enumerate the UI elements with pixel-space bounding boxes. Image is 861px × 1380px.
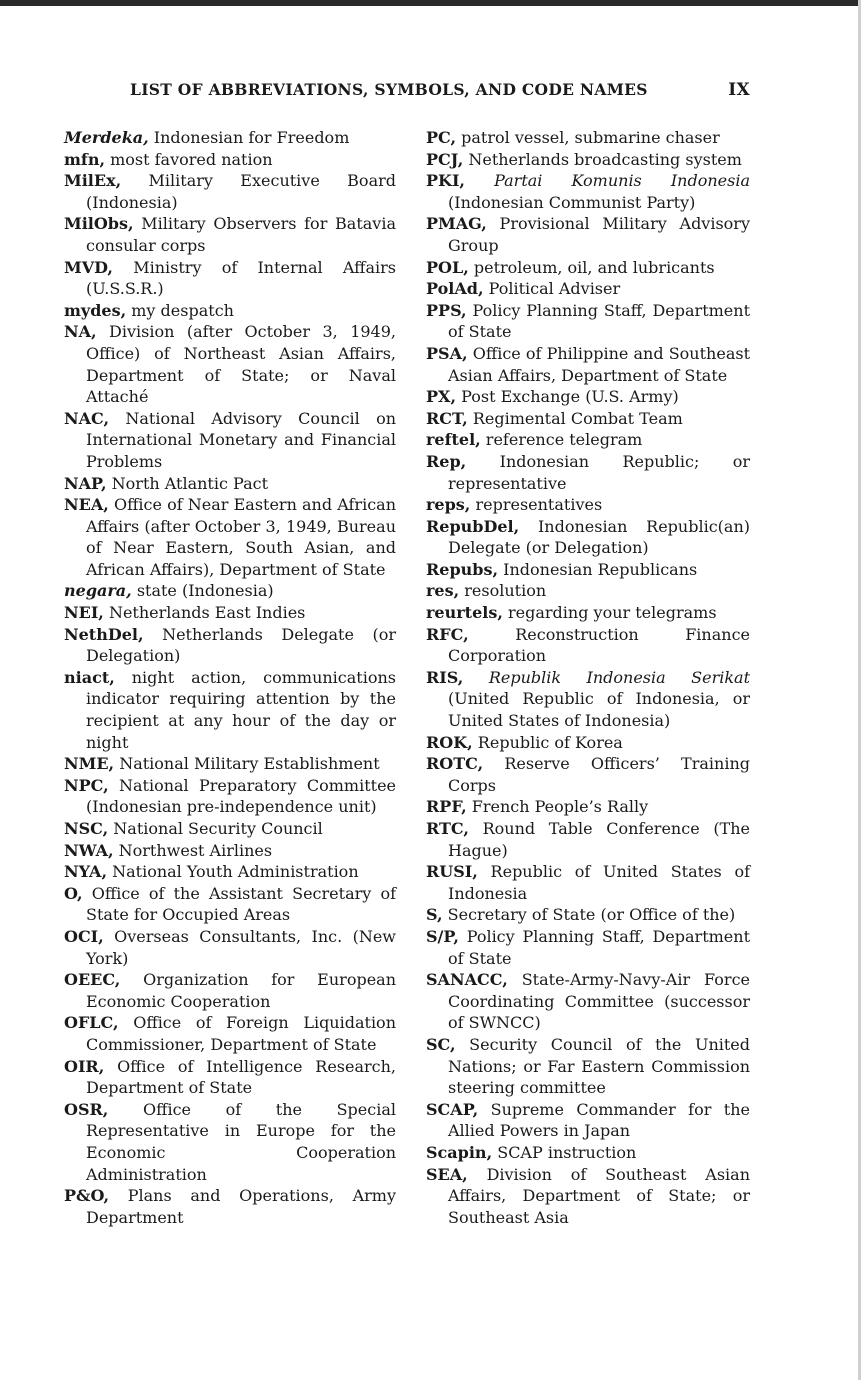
entry-term: OEEC, [64, 970, 121, 990]
page-header [130, 80, 750, 106]
entry-term: negara, [64, 581, 132, 601]
entry-definition: Regimental Combat Team [467, 408, 683, 428]
glossary-entry [64, 753, 396, 775]
entry-definition: Indonesian Republicans [498, 559, 698, 579]
entry-term: RIS, [426, 667, 464, 687]
glossary-entry [426, 624, 750, 667]
entry-term: PolAd, [426, 279, 484, 299]
entry-term: RPF, [426, 797, 467, 817]
entry-term: NAP, [64, 473, 107, 493]
entry-definition: Northwest Airlines [113, 840, 273, 860]
glossary-entry [64, 321, 396, 407]
glossary-entry [426, 818, 750, 861]
entry-definition: State-Army-Navy-Air Force Coordinating Committee (successor of SWNCC) [448, 970, 750, 1033]
glossary-entry [64, 494, 396, 580]
entry-term: OIR, [64, 1056, 105, 1076]
entry-term: MilEx, [64, 171, 122, 191]
entry-term: Scapin, [426, 1142, 493, 1162]
entry-term: MilObs, [64, 214, 134, 234]
entry-definition: most favored nation [105, 149, 273, 169]
entry-term: SC, [426, 1034, 456, 1054]
entry-definition: Office of Intelligence Research, Department of State [86, 1056, 396, 1098]
entry-term: OCI, [64, 926, 104, 946]
glossary-entry [426, 451, 750, 494]
glossary-entry [426, 494, 750, 516]
entry-definition: Division of Southeast Asian Affairs, Department of State; or Southeast Asia [448, 1164, 750, 1227]
entry-term: niact, [64, 667, 115, 687]
entry-definition: Indonesian for Freedom [148, 128, 350, 147]
entry-definition: Military Observers for Batavia consular corps [86, 214, 396, 255]
entry-definition: Division (after October 3, 1949, Office) of Northeast Asian Affairs, Department of State; or Naval Attaché [86, 322, 396, 407]
entry-definition: Republic of United States of Indonesia [448, 862, 750, 903]
glossary-entry [64, 1185, 396, 1228]
entry-definition: National Advisory Council on International Monetary and Financial Problems [86, 408, 396, 471]
entry-term: NWA, [64, 840, 114, 860]
entry-term: PX, [426, 387, 457, 407]
glossary-entry [426, 861, 750, 904]
entry-term: PKI, [426, 171, 465, 191]
entry-term: SCAP, [426, 1099, 479, 1119]
glossary-entry [64, 883, 396, 926]
entry-definition: Organization for European Economic Cooperation [86, 970, 396, 1011]
entry-term: SANACC, [426, 970, 508, 990]
glossary-entry [64, 149, 396, 171]
entry-term: NEA, [64, 495, 109, 515]
entry-definition: Reserve Officers’ Training Corps [448, 754, 750, 795]
entry-term: OSR, [64, 1099, 109, 1119]
entry-definition: night action, communications indicator requiring attention by the recipient at any hour of the day or night [86, 667, 396, 752]
entry-definition: regarding your telegrams [502, 603, 717, 623]
entry-term: mfn, [64, 149, 106, 169]
entry-definition: Plans and Operations, Army Department [86, 1186, 396, 1227]
entry-term: S/P, [426, 926, 459, 946]
entry-term: res, [426, 581, 460, 601]
glossary-entry [64, 624, 396, 667]
entry-definition: National Youth Administration [107, 862, 359, 882]
entry-definition: Supreme Commander for the Allied Powers in Japan [448, 1099, 750, 1141]
entry-term: SEA, [426, 1164, 468, 1184]
glossary-entry [426, 149, 750, 171]
right-column [426, 127, 750, 1228]
glossary-entry [64, 840, 396, 862]
entry-definition: petroleum, oil, and lubricants [468, 257, 715, 277]
glossary-entry [64, 602, 396, 624]
entry-term: O, [64, 883, 83, 903]
entry-term: NA, [64, 322, 97, 342]
glossary-entry [426, 926, 750, 969]
entry-definition: National Security Council [108, 819, 323, 838]
entry-term: RTC, [426, 819, 469, 838]
entry-term: NEI, [64, 603, 104, 623]
entry-definition: Netherlands broadcasting system [463, 149, 742, 169]
entry-definition: Indonesian Republic; or representative [448, 451, 750, 493]
entry-definition: French People’s Rally [466, 797, 649, 817]
page-title: LIST OF ABBREVIATIONS, SYMBOLS, AND CODE NAMES [130, 80, 648, 99]
entry-term: NYA, [64, 862, 108, 882]
entry-term: mydes, [64, 300, 127, 320]
entry-definition: Ministry of Internal Affairs (U.S.S.R.) [86, 257, 396, 299]
entry-term: S, [426, 905, 443, 925]
glossary-entry [64, 861, 396, 883]
entry-term: MVD, [64, 257, 113, 277]
entry-term: RFC, [426, 624, 469, 644]
entry-definition: Office of Foreign Liquidation Commissioner, Department of State [86, 1013, 396, 1054]
glossary-entry [426, 516, 750, 559]
glossary-entry [426, 796, 750, 818]
entry-definition: Post Exchange (U.S. Army) [456, 387, 679, 407]
entry-term: POL, [426, 257, 469, 277]
glossary-entry [64, 1099, 396, 1185]
entry-term: RUSI, [426, 862, 478, 882]
entry-term: Rep, [426, 451, 467, 471]
entry-term: RepubDel, [426, 516, 520, 536]
entry-term: NPC, [64, 775, 109, 795]
entry-term: reps, [426, 495, 471, 515]
entry-definition: my despatch [126, 300, 234, 320]
entry-definition: Secretary of State (or Office of the) [442, 905, 736, 925]
glossary-entry [64, 969, 396, 1012]
glossary-entry [426, 278, 750, 300]
entry-definition: representatives [470, 495, 603, 515]
glossary-entry [426, 732, 750, 754]
entry-definition: Republic of Korea [472, 732, 623, 752]
entry-definition: SCAP instruction [492, 1142, 637, 1162]
entry-term: NSC, [64, 819, 109, 838]
entry-definition-italic: Partai Komunis Indonesia [465, 171, 750, 191]
glossary-entry [426, 559, 750, 581]
entry-definition: Security Council of the United Nations; or Far Eastern Commission steering committee [448, 1034, 750, 1098]
entry-term: NME, [64, 754, 115, 774]
glossary-entry [426, 753, 750, 796]
entry-term: ROK, [426, 732, 473, 752]
entry-term: PPS, [426, 300, 467, 320]
glossary-entry [426, 1099, 750, 1142]
entry-term: P&O, [64, 1186, 110, 1206]
entry-term: reurtels, [426, 603, 503, 623]
entry-definition: Netherlands Delegate (or Delegation) [86, 624, 396, 666]
glossary-entry [426, 667, 750, 732]
entry-term: ROTC, [426, 754, 484, 774]
glossary-entry [426, 170, 750, 213]
glossary-entry [64, 300, 396, 322]
entry-definition: Office of the Special Representative in Europe for the Economic Cooperation Administration [86, 1099, 396, 1184]
entry-definition: (Indonesian Communist Party) [448, 192, 696, 212]
glossary-entry [426, 257, 750, 279]
glossary-entry [64, 775, 396, 818]
entry-definition: (United Republic of Indonesia, or United States of Indonesia) [448, 689, 750, 731]
glossary-entry [64, 818, 396, 840]
glossary-entry [426, 904, 750, 926]
entry-term: NethDel, [64, 624, 144, 644]
entry-definition: Military Executive Board (Indonesia) [86, 171, 396, 212]
entry-definition: reference telegram [480, 430, 643, 450]
entry-definition-italic: Republik Indonesia Serikat [463, 667, 750, 687]
entry-term: PCJ, [426, 149, 464, 169]
entry-definition: Overseas Consultants, Inc. (New York) [86, 926, 396, 968]
glossary-entry [426, 408, 750, 430]
glossary-entry [64, 170, 396, 213]
entry-definition: North Atlantic Pact [106, 473, 268, 493]
entry-definition: patrol vessel, submarine chaser [456, 128, 720, 147]
entry-definition: Office of the Assistant Secretary of State for Occupied Areas [82, 883, 396, 925]
entry-definition: resolution [459, 581, 547, 601]
glossary-entry [64, 1012, 396, 1055]
glossary-entry [426, 127, 750, 149]
glossary-entry [426, 1164, 750, 1229]
glossary-entry [64, 926, 396, 969]
glossary-entry [426, 1034, 750, 1099]
glossary-entry [64, 127, 396, 149]
entry-term: NAC, [64, 408, 110, 428]
glossary-entry [64, 257, 396, 300]
entry-definition: Policy Planning Staff, Department of State [448, 300, 750, 342]
entry-term: reftel, [426, 430, 481, 450]
glossary-entry [64, 1056, 396, 1099]
glossary-entry [426, 300, 750, 343]
scan-top-edge [0, 0, 861, 6]
entry-definition: Office of Near Eastern and African Affairs (after October 3, 1949, Bureau of Near Eastern, South Asian, and African Affairs), Department of State [86, 495, 396, 579]
entry-definition: Round Table Conference (The Hague) [448, 819, 750, 860]
entry-term: RCT, [426, 408, 468, 428]
glossary-entry [426, 580, 750, 602]
page-number: IX [728, 80, 750, 100]
entry-definition: Policy Planning Staff, Department of State [448, 926, 750, 968]
entry-term: Repubs, [426, 559, 499, 579]
entry-term: Merdeka, [64, 128, 149, 147]
glossary-entry [426, 386, 750, 408]
entry-definition: state (Indonesia) [131, 581, 274, 601]
glossary-entry [426, 213, 750, 256]
entry-definition: Political Adviser [483, 279, 621, 299]
glossary-entry [64, 213, 396, 256]
entry-definition: Reconstruction Finance Corporation [448, 624, 750, 666]
entry-term: OFLC, [64, 1013, 119, 1033]
entry-definition: Office of Philippine and Southeast Asian Affairs, Department of State [448, 343, 750, 385]
entry-definition: National Preparatory Committee (Indonesian pre-independence unit) [86, 775, 396, 817]
entry-definition: Netherlands East Indies [103, 603, 306, 623]
entry-definition: Indonesian Republic(an) Delegate (or Delegation) [448, 516, 750, 558]
glossary-entry [64, 580, 396, 602]
glossary-entry [64, 473, 396, 495]
left-column [64, 127, 396, 1228]
entry-definition: Provisional Military Advisory Group [448, 214, 750, 255]
glossary-entry [426, 1142, 750, 1164]
glossary-entry [426, 602, 750, 624]
glossary-entry [64, 667, 396, 753]
glossary-entry [426, 969, 750, 1034]
entry-term: PC, [426, 128, 457, 147]
entry-term: PMAG, [426, 214, 487, 234]
glossary-entry [426, 429, 750, 451]
entry-term: PSA, [426, 343, 468, 363]
glossary-entry [426, 343, 750, 386]
entry-definition: National Military Establishment [114, 754, 380, 774]
glossary-entry [64, 408, 396, 473]
